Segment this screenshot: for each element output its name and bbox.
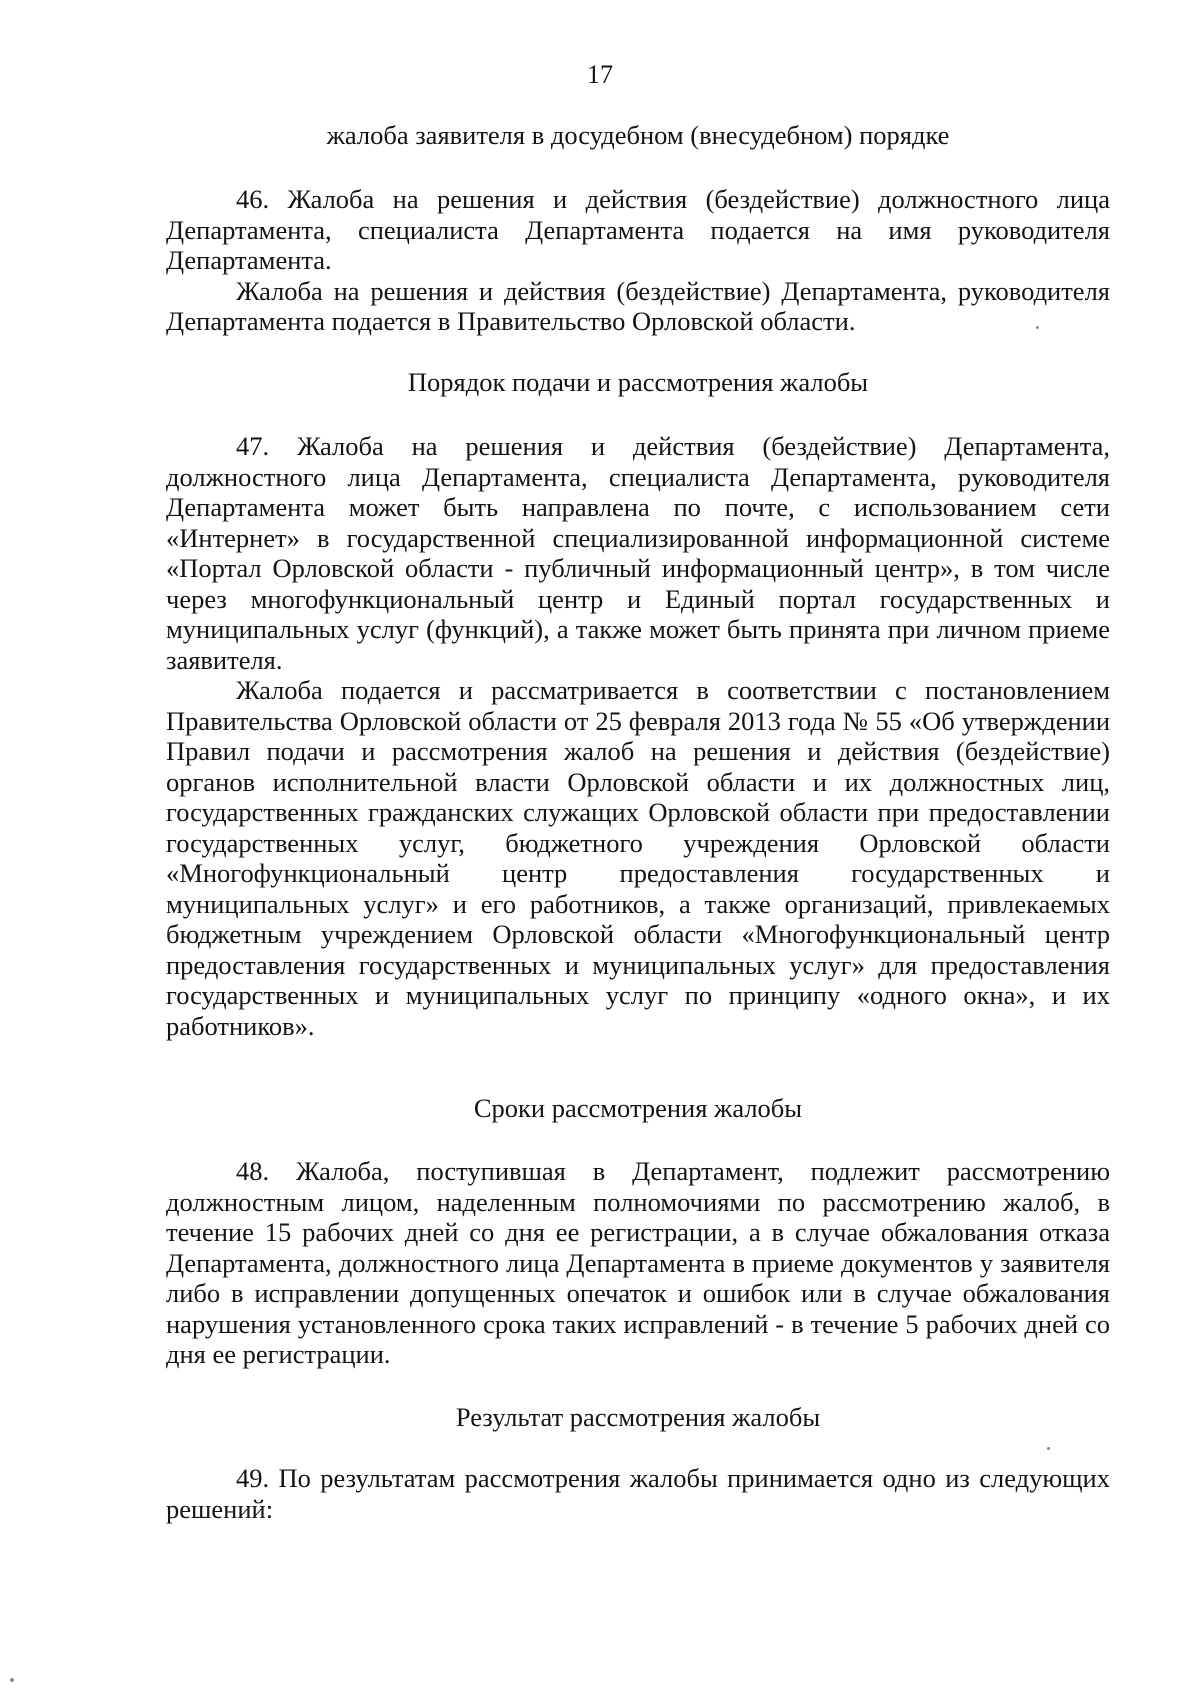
scan-speck [1047, 1447, 1050, 1450]
heading-text: Порядок подачи и рассмотрения жалобы [407, 367, 869, 397]
clause-49 [166, 1463, 1110, 1524]
clause-46 [166, 184, 1110, 337]
clause-47-paragraph-2: Жалоба подается и рассматривается в соответствии с постановлением Правительства Орловской области от 25 февраля 2013 года № 55 «Об утверждении Правил подачи и рассмотрения жалоб на решения и действия (бездействие) органов исполнительной власти Орловской области и их должностных лиц, государственных гражданских служащих Орловской области при предоставлении государственных услуг, бюджетного учреждения Орловской области «Многофункциональный центр предоставления государственных и муниципальных услуг» и его работников, а также организаций, привлекаемых бюджетным учреждением Орловской области «Многофункциональный центр предоставления государственных и муниципальных услуг» для предоставления государственных и муниципальных услуг по принципу «одного окна», и их работников». [166, 675, 1110, 1041]
scan-speck [10, 1678, 14, 1682]
section-heading-result [166, 1402, 1110, 1433]
clause-47 [166, 431, 1110, 1041]
heading-text: Результат рассмотрения жалобы [455, 1402, 821, 1432]
heading-text: Сроки рассмотрения жалобы [473, 1093, 803, 1123]
clause-46-paragraph-1: 46. Жалоба на решения и действия (бездействие) должностного лица Департамента, специалиста Департамента подается на имя руководителя Департамента. [166, 184, 1110, 275]
clause-49-paragraph: 49. По результатам рассмотрения жалобы принимается одно из следующих решений: [166, 1463, 1110, 1524]
section-heading-terms [166, 1093, 1110, 1124]
heading-text: жалоба заявителя в досудебном (внесудебном) порядке [326, 120, 950, 150]
scan-speck [1036, 326, 1039, 329]
page-number: 17 [587, 60, 613, 89]
clause-46-paragraph-2: Жалоба на решения и действия (бездействие) Департамента, руководителя Департамента подается в Правительство Орловской области. [166, 275, 1110, 336]
clause-48 [166, 1156, 1110, 1370]
section-heading-procedure [166, 367, 1110, 398]
clause-47-paragraph-1: 47. Жалоба на решения и действия (бездействие) Департамента, должностного лица Департамента, специалиста Департамента, руководителя Департамента может быть направлена по почте, с использованием сети «Интернет» в государственной специализированной информационной системе «Портал Орловской области - публичный информационный центр», в том числе через многофункциональный центр и Единый портал государственных и муниципальных услуг (функций), а также может быть принята при личном приеме заявителя. [166, 431, 1110, 675]
section-heading-continuation [166, 120, 1110, 151]
clause-48-paragraph: 48. Жалоба, поступившая в Департамент, подлежит рассмотрению должностным лицом, наделенным полномочиями по рассмотрению жалоб, в течение 15 рабочих дней со дня ее регистрации, а в случае обжалования отказа Департамента, должностного лица Департамента в приеме документов у заявителя либо в исправлении допущенных опечаток и ошибок или в случае обжалования нарушения установленного срока таких исправлений - в течение 5 рабочих дней со дня ее регистрации. [166, 1156, 1110, 1369]
